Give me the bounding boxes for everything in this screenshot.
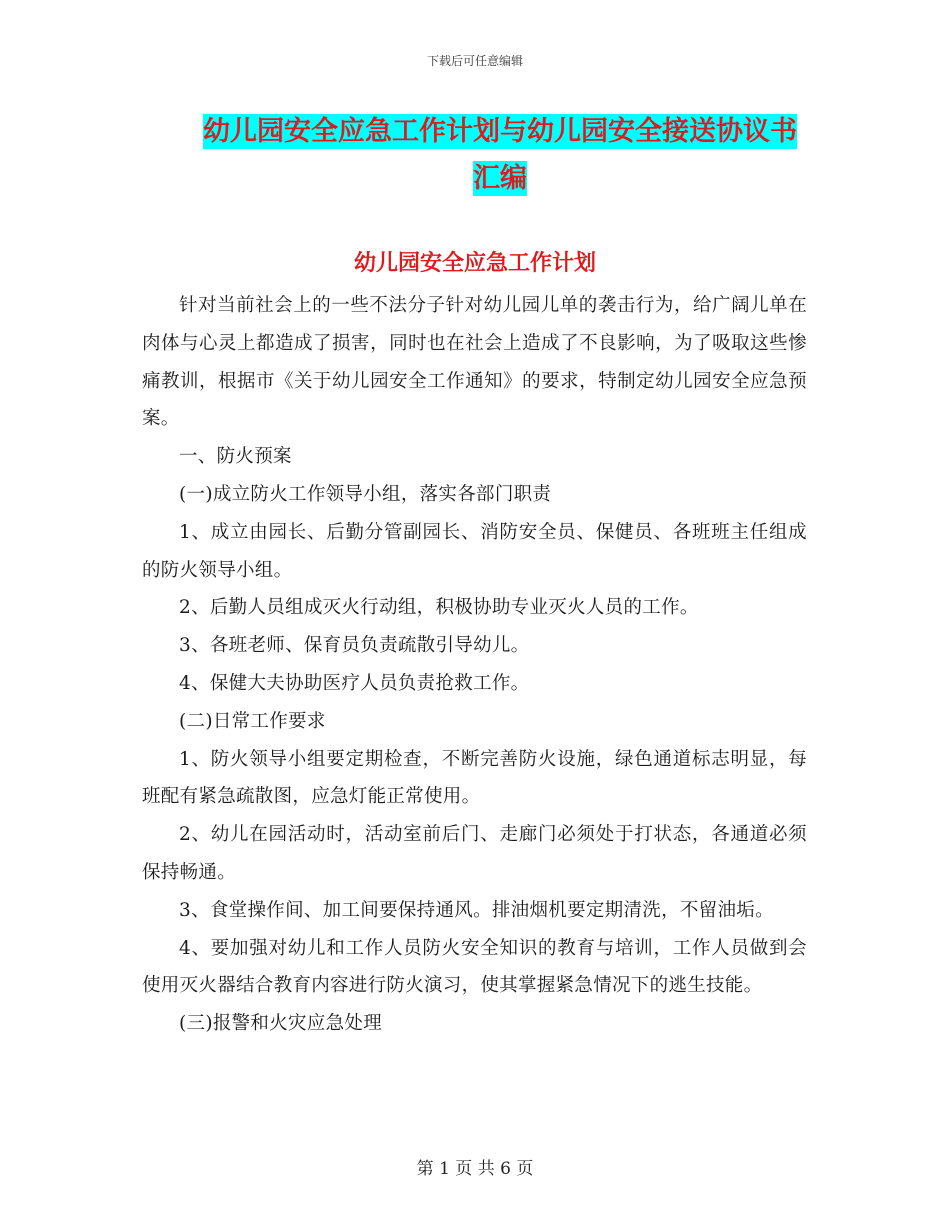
paragraph: 1、防火领导小组要定期检查，不断完善防火设施，绿色通道标志明显，每班配有紧急疏散图，应急灯能正常使用。 — [142, 748, 807, 808]
paragraph: (一)成立防火工作领导小组，落实各部门职责 — [179, 483, 552, 505]
page-footer: 第 1 页 共 6 页 — [416, 1159, 534, 1179]
document-title — [190, 108, 810, 202]
paragraph: 3、食堂操作间、加工间要保持通风。排油烟机要定期清洗，不留油垢。 — [179, 899, 774, 921]
paragraph: (二)日常工作要求 — [179, 710, 326, 732]
paragraph: 2、幼儿在园活动时，活动室前后门、走廊门必须处于打状态，各通道必须保持畅通。 — [142, 824, 807, 883]
header-note: 下载后可任意编辑 — [426, 54, 523, 68]
document-body — [142, 287, 807, 1043]
paragraph: 4、要加强对幼儿和工作人员防火安全知识的教育与培训，工作人员做到会使用灭火器结合教育内容进行防火演习，使其掌握紧急情况下的逃生技能。 — [142, 937, 807, 997]
paragraph: 4、保健大夫协助医疗人员负责抢救工作。 — [179, 672, 530, 694]
paragraph: 2、后勤人员组成灭火行动组，积极协助专业灭火人员的工作。 — [179, 597, 699, 619]
paragraph: 1、成立由园长、后勤分管副园长、消防安全员、保健员、各班班主任组成的防火领导小组。 — [142, 521, 807, 581]
paragraph: 3、各班老师、保育员负责疏散引导幼儿。 — [179, 635, 530, 657]
paragraph: 一、防火预案 — [179, 446, 292, 468]
paragraph: 针对当前社会上的一些不法分子针对幼儿园儿单的袭击行为，给广阔儿单在肉体与心灵上都造成了损害，同时也在社会上造成了不良影响，为了吸取这些惨痛教训，根据市《关于幼儿园安全工作通知》的要求，特制定幼儿园安全应急预案。 — [142, 295, 807, 430]
document-title-text: 幼儿园安全应急工作计划与幼儿园安全接送协议书汇编 — [203, 116, 797, 194]
paragraph: (三)报警和火灾应急处理 — [179, 1013, 383, 1035]
section-title: 幼儿园安全应急工作计划 — [353, 251, 596, 276]
